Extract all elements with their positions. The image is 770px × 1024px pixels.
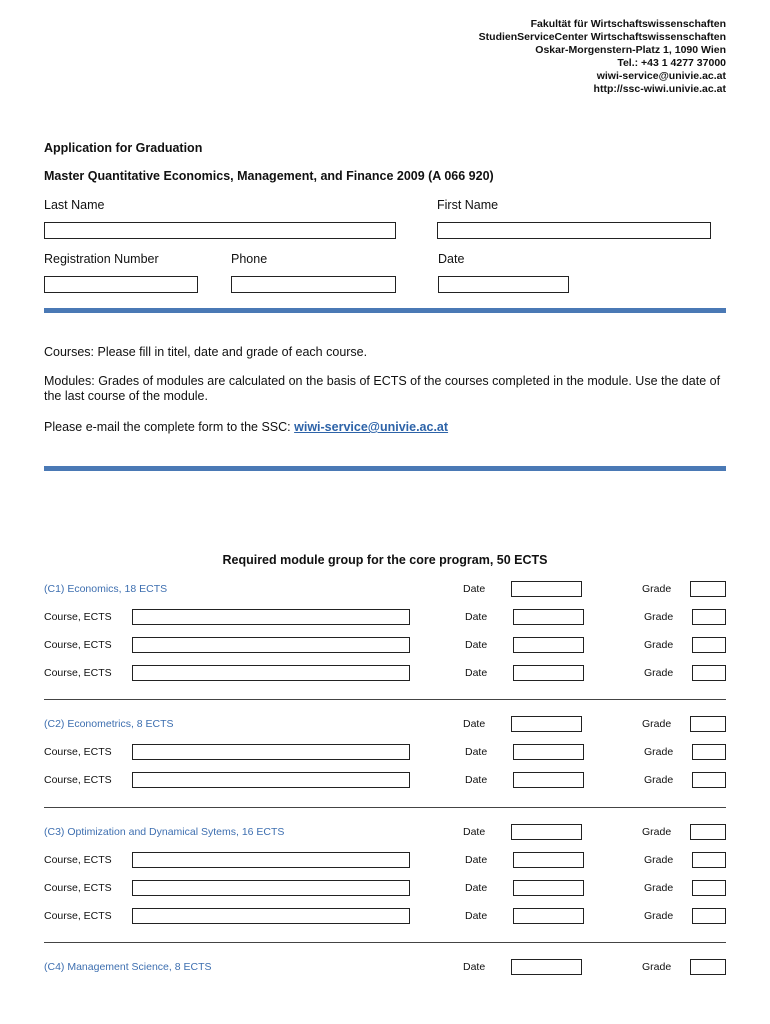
course-field[interactable] [132,744,410,760]
course-date-field[interactable] [513,637,584,653]
course-date-field[interactable] [513,908,584,924]
address: Oskar-Morgenstern-Platz 1, 1090 Wien [535,44,726,56]
course-label: Course, ECTS [44,639,112,651]
course-grade-label: Grade [644,882,674,894]
service-center-name: StudienServiceCenter Wirtschaftswissenschaften [478,31,726,43]
course-label: Course, ECTS [44,774,112,786]
course-label: Course, ECTS [44,854,112,866]
course-grade-label: Grade [644,639,674,651]
course-field[interactable] [132,609,410,625]
faculty-header [479,18,726,96]
email-instruction [44,420,734,435]
date-label: Date [438,252,465,266]
faculty-name: Fakultät für Wirtschaftswissenschaften [530,18,726,30]
module-grade-label: Grade [642,583,672,595]
module-date-field[interactable] [511,581,582,597]
course-date-field[interactable] [513,744,584,760]
module-divider [44,807,726,808]
course-grade-field[interactable] [692,744,726,760]
module-date-label: Date [463,583,486,595]
course-field[interactable] [132,880,410,896]
course-date-label: Date [465,611,488,623]
course-label: Course, ECTS [44,746,112,758]
registration-number-label: Registration Number [44,252,159,266]
module-date-field[interactable] [511,824,582,840]
course-grade-field[interactable] [692,852,726,868]
module-date-field[interactable] [511,959,582,975]
module-divider [44,699,726,700]
first-name-field[interactable] [437,222,711,239]
form-title: Application for Graduation [44,141,203,155]
header-email[interactable]: wiwi-service@univie.ac.at [596,70,726,82]
course-grade-field[interactable] [692,665,726,681]
course-grade-label: Grade [644,667,674,679]
section-divider [44,308,726,313]
modules-instruction: Modules: Grades of modules are calculated on the basis of ECTS of the courses completed in the module. Use the date of the last course of the module. [44,374,721,403]
course-grade-field[interactable] [692,908,726,924]
course-grade-field[interactable] [692,772,726,788]
course-field[interactable] [132,665,410,681]
course-date-label: Date [465,854,488,866]
module-grade-field[interactable] [690,581,726,597]
last-name-label: Last Name [44,198,105,212]
courses-instruction: Courses: Please fill in titel, date and grade of each course. [44,345,368,359]
module-title: (C4) Management Science, 8 ECTS [44,961,212,973]
course-field[interactable] [132,772,410,788]
module-date-label: Date [463,826,486,838]
course-date-label: Date [465,910,488,922]
module-grade-field[interactable] [690,959,726,975]
module-group-heading: Required module group for the core program, 50 ECTS [222,553,548,567]
course-grade-label: Grade [644,774,674,786]
module-grade-field[interactable] [690,716,726,732]
course-grade-field[interactable] [692,609,726,625]
course-date-label: Date [465,639,488,651]
course-date-label: Date [465,882,488,894]
course-field[interactable] [132,908,410,924]
course-grade-label: Grade [644,910,674,922]
course-date-label: Date [465,774,488,786]
course-label: Course, ECTS [44,611,112,623]
module-grade-label: Grade [642,826,672,838]
module-title: (C3) Optimization and Dynamical Sytems, 16 ECTS [44,826,285,838]
registration-number-field[interactable] [44,276,198,293]
course-label: Course, ECTS [44,882,112,894]
module-date-label: Date [463,718,486,730]
course-date-field[interactable] [513,772,584,788]
section-divider [44,466,726,471]
module-date-label: Date [463,961,486,973]
course-grade-label: Grade [644,746,674,758]
program-title: Master Quantitative Economics, Management, and Finance 2009 (A 066 920) [44,169,494,183]
course-label: Course, ECTS [44,667,112,679]
course-date-label: Date [465,746,488,758]
phone-field[interactable] [231,276,396,293]
header-website[interactable]: http://ssc-wiwi.univie.ac.at [593,83,726,95]
course-date-label: Date [465,667,488,679]
module-divider [44,942,726,943]
course-grade-field[interactable] [692,637,726,653]
course-field[interactable] [132,637,410,653]
phone-label: Phone [231,252,268,266]
course-date-field[interactable] [513,609,584,625]
last-name-field[interactable] [44,222,396,239]
course-grade-field[interactable] [692,880,726,896]
module-title: (C2) Econometrics, 8 ECTS [44,718,174,730]
course-date-field[interactable] [513,880,584,896]
first-name-label: First Name [437,198,499,212]
module-title: (C1) Economics, 18 ECTS [44,583,168,595]
course-grade-label: Grade [644,854,674,866]
course-date-field[interactable] [513,665,584,681]
course-date-field[interactable] [513,852,584,868]
course-field[interactable] [132,852,410,868]
date-field[interactable] [438,276,569,293]
module-grade-label: Grade [642,961,672,973]
module-grade-label: Grade [642,718,672,730]
module-date-field[interactable] [511,716,582,732]
phone-number: Tel.: +43 1 4277 37000 [617,57,726,69]
ssc-email-link[interactable]: wiwi-service@univie.ac.at [294,420,449,434]
course-grade-label: Grade [644,611,674,623]
module-grade-field[interactable] [690,824,726,840]
course-label: Course, ECTS [44,910,112,922]
email-instruction-text: Please e-mail the complete form to the SSC: [44,420,295,434]
